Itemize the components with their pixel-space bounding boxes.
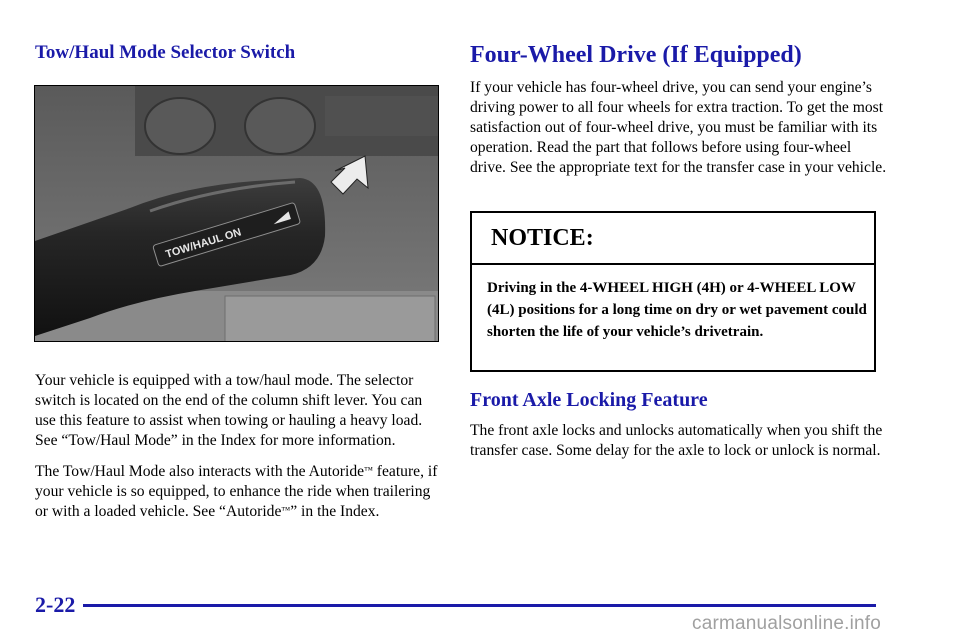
tow-haul-switch-photo [34,85,439,342]
four-wheel-drive-description: If your vehicle has four-wheel drive, you can send your engine’s driving power to all four wheels for extra traction. To get the most satisfaction out of four-wheel drive, you must be familiar with its operation. Read the part that follows before using four-wheel drive. See the appropriate text for the transfer case in your vehicle. [470,79,887,176]
lever-label-text: TOW/HAUL ON [164,226,243,261]
trademark-symbol: ™ [281,505,291,515]
section-heading-tow-haul: Tow/Haul Mode Selector Switch [35,42,296,63]
tow-haul-paragraph: Your vehicle is equipped with a tow/haul mode. The selector switch is located on the end of the column shift lever. You can use this feature to assist when towing or hauling a heavy load. See “Tow/Haul Mode” in the Index for more information. [35,372,423,449]
section-heading-four-wheel-drive: Four-Wheel Drive (If Equipped) [470,42,802,68]
notice-title: NOTICE: [491,225,594,251]
section-heading-front-axle: Front Axle Locking Feature [470,389,708,411]
notice-divider [472,263,874,265]
notice-body: Driving in the 4-WHEEL HIGH (4H) or 4-WHEEL LOW (4L) positions for a long time on dry or wet pavement could shorten the life of your vehicle’s drivetrain. [487,280,867,340]
autoride-paragraph: The Tow/Haul Mode also interacts with the Autoride™ feature, if your vehicle is so equipped, to enhance the ride when trailering or with a loaded vehicle. See “Autoride™” in the Index. [35,463,438,520]
lever-illustration [35,86,439,342]
notice-box [470,211,876,372]
watermark: carmanualsonline.info [692,613,882,634]
tow-haul-description [35,371,440,533]
footer-divider [83,604,876,607]
front-axle-description: The front axle locks and unlocks automatically when you shift the transfer case. Some delay for the axle to lock or unlock is normal. [470,422,883,459]
page-number: 2-22 [35,592,76,617]
trademark-symbol: ™ [364,465,373,475]
